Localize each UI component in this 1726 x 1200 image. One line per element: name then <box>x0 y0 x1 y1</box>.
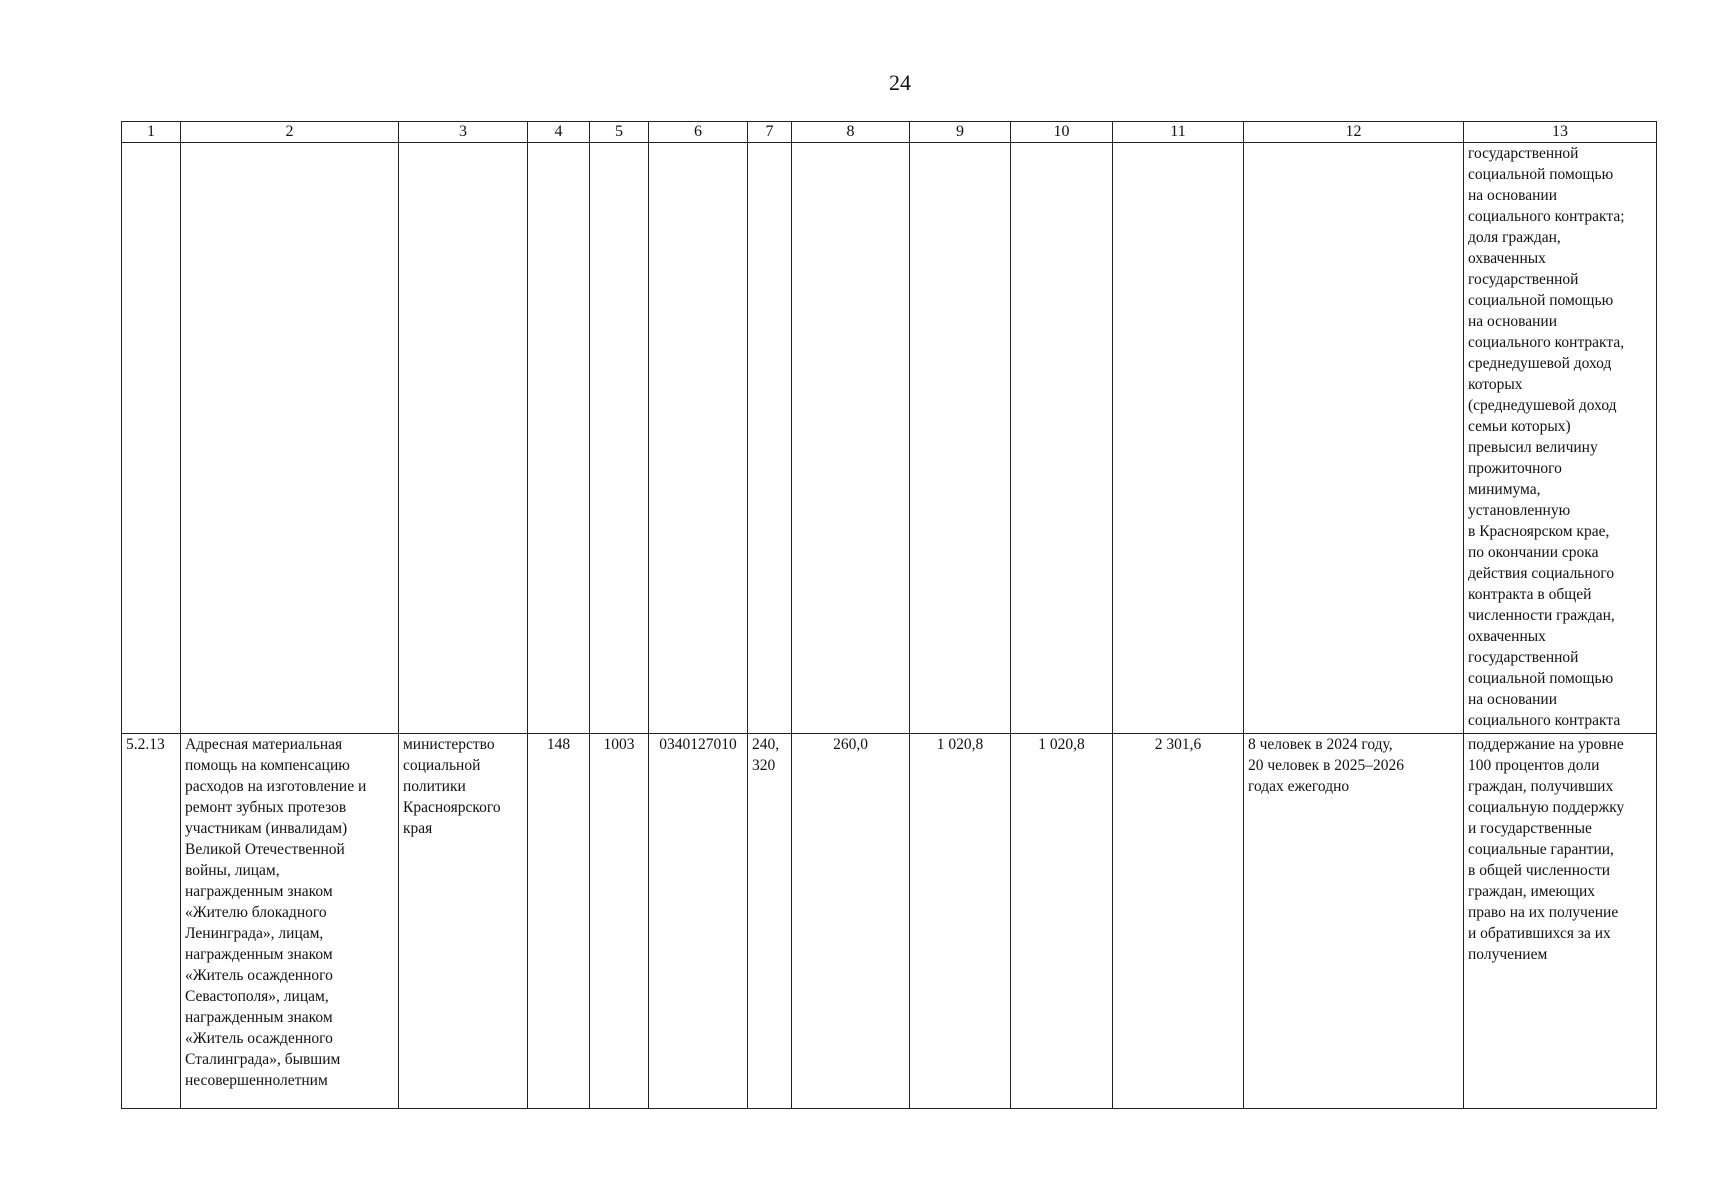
header-col-3: 3 <box>399 122 528 143</box>
header-col-13: 13 <box>1464 122 1657 143</box>
cell-grbs-code: 148 <box>528 734 590 1109</box>
cell-expense-type: 240, 320 <box>748 734 792 1109</box>
cell-empty <box>792 143 910 734</box>
cell-indicator: поддержание на уровне 100 процентов доли граждан, получивших социальную поддержку и государственные социальные гарантии, в общей численности граждан, имеющих право на их получение и обратившихся за их получением <box>1464 734 1657 1109</box>
header-col-10: 10 <box>1011 122 1113 143</box>
header-col-8: 8 <box>792 122 910 143</box>
header-col-11: 11 <box>1113 122 1244 143</box>
cell-empty <box>1011 143 1113 734</box>
cell-executor: министерство социальной политики Красноярского края <box>399 734 528 1109</box>
budget-table <box>121 121 1657 1109</box>
cell-empty <box>910 143 1011 734</box>
cell-empty <box>748 143 792 734</box>
cell-amount-2026: 1 020,8 <box>1011 734 1113 1109</box>
cell-amount-total: 2 301,6 <box>1113 734 1244 1109</box>
cell-expected-result: 8 человек в 2024 году, 20 человек в 2025–2026 годах ежегодно <box>1244 734 1464 1109</box>
cell-empty <box>1113 143 1244 734</box>
cell-empty <box>649 143 748 734</box>
header-col-1: 1 <box>122 122 181 143</box>
header-col-7: 7 <box>748 122 792 143</box>
cell-indicator-continued: государственной социальной помощью на основании социального контракта; доля граждан, охваченных государственной социальной помощью на основании социального контракта, среднедушевой доход которых (среднедушевой доход семьи которых) превысил величину прожиточного минимума, установленную в Красноярском крае, по окончании срока действия социального контракта в общей численности граждан, охваченных государственной социальной помощью на основании социального контракта <box>1464 143 1657 734</box>
cell-empty <box>181 143 399 734</box>
header-col-2: 2 <box>181 122 399 143</box>
table-row-continued <box>122 143 1657 734</box>
cell-empty <box>399 143 528 734</box>
page-number: 24 <box>889 70 911 95</box>
cell-amount-2024: 260,0 <box>792 734 910 1109</box>
header-row <box>122 122 1657 143</box>
cell-section-code: 1003 <box>590 734 649 1109</box>
cell-empty <box>122 143 181 734</box>
cell-measure-name: Адресная материальная помощь на компенсацию расходов на изготовление и ремонт зубных протезов участникам (инвалидам) Великой Отечественной войны, лицам, награжденным знаком «Жителю блокадного Ленинграда», лицам, награжденным знаком «Житель осажденного Севастополя», лицам, награжденным знаком «Житель осажденного Сталинграда», бывшим несовершеннолетним <box>181 734 399 1109</box>
cell-empty <box>1244 143 1464 734</box>
header-col-12: 12 <box>1244 122 1464 143</box>
header-col-6: 6 <box>649 122 748 143</box>
header-col-9: 9 <box>910 122 1011 143</box>
header-col-4: 4 <box>528 122 590 143</box>
cell-empty <box>590 143 649 734</box>
table-row-5-2-13 <box>122 734 1657 1109</box>
header-col-5: 5 <box>590 122 649 143</box>
cell-amount-2025: 1 020,8 <box>910 734 1011 1109</box>
cell-target-article: 0340127010 <box>649 734 748 1109</box>
cell-empty <box>528 143 590 734</box>
cell-item-number: 5.2.13 <box>122 734 181 1109</box>
